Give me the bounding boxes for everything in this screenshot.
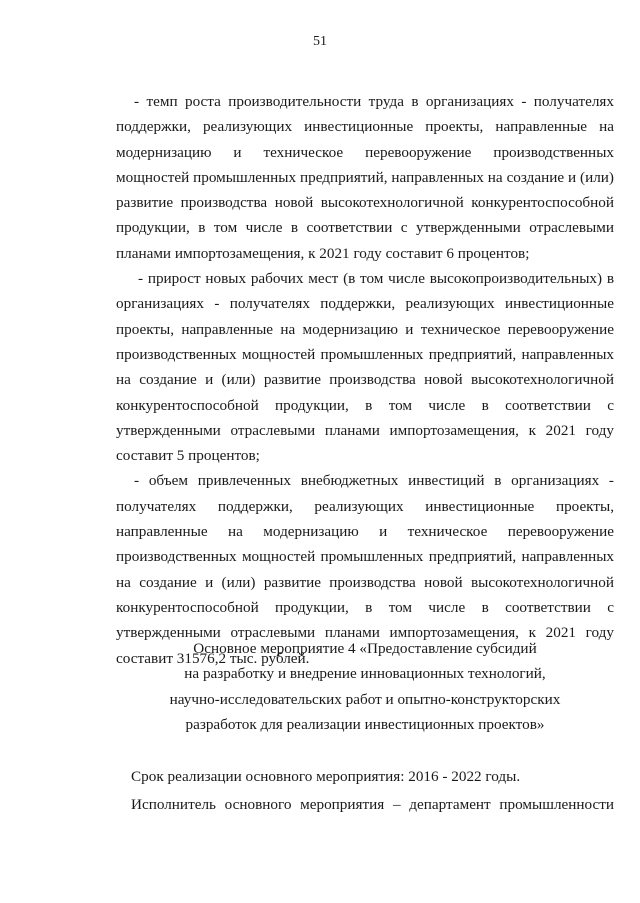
page-number: 51 bbox=[313, 34, 327, 49]
heading-line: на разработку и внедрение инновационных технологий, bbox=[184, 665, 546, 683]
event-details bbox=[116, 763, 614, 819]
heading-line: разработок для реализации инвестиционных проектов» bbox=[185, 715, 545, 733]
paragraph-new-jobs: - прирост новых рабочих мест (в том числе высокопроизводительных) в организациях - получателях поддержки, реализующих инвестиционные проекты, направленные на модернизацию и техническое перевооружение производственных мощностей промышленных предприятий, направленных на создание и (или) развитие производства новой высокотехнологичной конкурентоспособной продукции, в том числе в соответствии с утвержденными отраслевыми планами импортозамещения, к 2021 году составит 5 процентов; bbox=[116, 270, 614, 465]
paragraph-labor-productivity: - темп роста производительности труда в организациях - получателях поддержки, реализующих инвестиционные проекты, направленные на модернизацию и техническое перевооружение производственных мощностей промышленных предприятий, направленных на создание и (или) развитие производства новой высокотехнологичной конкурентоспособной продукции, в том числе в соответствии с утвержденными отраслевыми планами импортозамещения, к 2021 году составит 6 процентов; bbox=[116, 93, 614, 262]
paragraph-investments: - объем привлеченных внебюджетных инвестиций в организациях - получателях поддержки, реализующих инвестиционные проекты, направленные на модернизацию и техническое перевооружение производственных мощностей промышленных предприятий, направленных на создание и (или) развитие производства новой высокотехнологичной конкурентоспособной продукции, в том числе в соответствии с утвержденными отраслевыми планами импортозамещения, к 2021 году составит 31576,2 тыс. рублей. bbox=[116, 472, 614, 667]
executor-line: Исполнитель основного мероприятия – департамент промышленности bbox=[131, 796, 614, 813]
body-text bbox=[116, 89, 614, 671]
heading-line: Основное мероприятие 4 «Предоставление субсидий bbox=[193, 640, 537, 657]
heading-line: научно-исследовательских работ и опытно-конструкторских bbox=[169, 690, 561, 708]
implementation-term: Срок реализации основного мероприятия: 2016 - 2022 годы. bbox=[131, 768, 521, 785]
section-heading bbox=[116, 636, 614, 737]
